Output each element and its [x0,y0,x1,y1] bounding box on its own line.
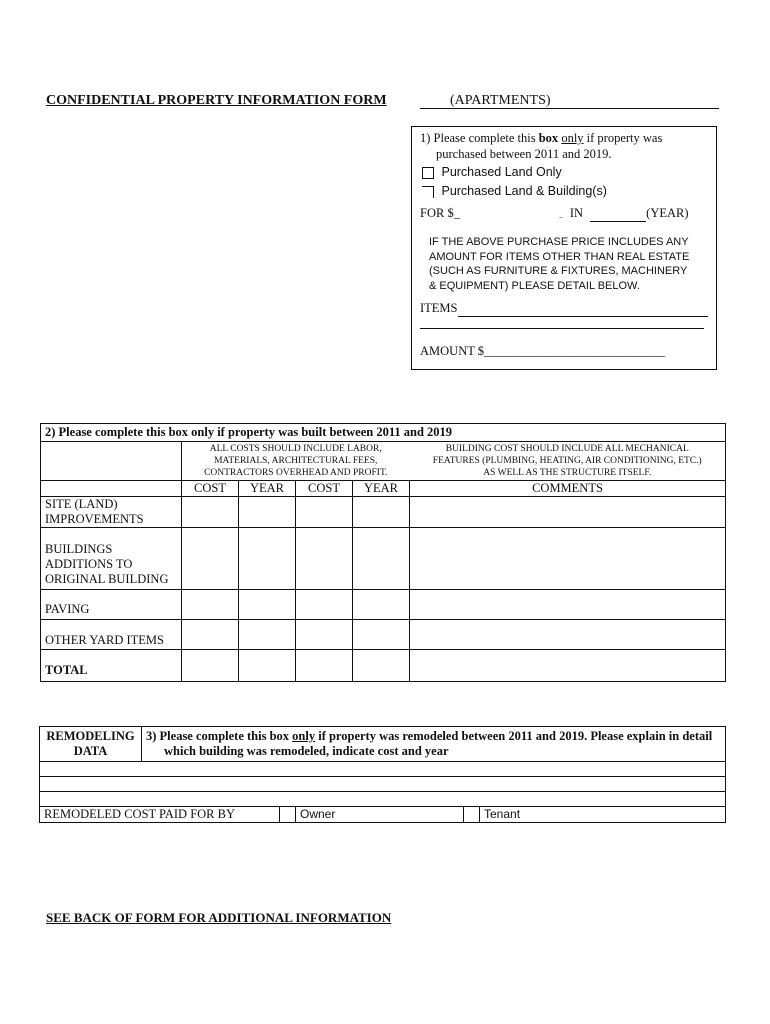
for-label: FOR $_ [420,206,460,220]
buildings-cost-1[interactable] [182,528,239,590]
option-land-building-label: Purchased Land & Building(s) [441,184,607,198]
owner-label: Owner [296,807,464,823]
buildings-comments[interactable] [410,528,726,590]
site-cost-1[interactable] [182,497,239,528]
amount-row[interactable]: AMOUNT $_____________________________ [420,344,666,358]
caps-line-2: AMOUNT FOR ITEMS OTHER THAN REAL ESTATE [429,250,690,263]
purchase-intro-line2: purchased between 2011 and 2019. [436,147,612,161]
paving-comments[interactable] [410,590,726,620]
building-note-line2: FEATURES (PLUMBING, HEATING, AIR CONDITIONING, ETC.) [432,456,702,466]
column-header-blank [41,481,182,497]
instr-part-b: if property was remodeled between 2011 and 2019. Please explain in detail [315,729,713,743]
paving-year-2[interactable] [353,590,410,620]
building-note-line1: BUILDING COST SHOULD INCLUDE ALL MECHANICAL [445,444,689,454]
building-note-line3: AS WELL AS THE STRUCTURE ITSELF. [483,468,652,478]
year-label: (YEAR) [646,206,689,220]
total-year-2[interactable] [353,650,410,682]
paving-cost-2[interactable] [296,590,353,620]
total-year-1[interactable] [239,650,296,682]
tenant-checkbox[interactable] [464,807,480,823]
remodeling-data-label [40,727,142,762]
caps-line-3: (SUCH AS FURNITURE & FIXTURES, MACHINERY [429,265,688,277]
buildings-year-2[interactable] [353,528,410,590]
remodeling-table [39,726,726,823]
yard-comments[interactable] [410,620,726,650]
caps-line-1: IF THE ABOVE PURCHASE PRICE INCLUDES ANY [429,236,689,248]
caps-line-4: & EQUIPMENT) PLEASE DETAIL BELOW. [429,279,640,292]
notes-blank-cell [41,442,182,481]
yard-cost-2[interactable] [296,620,353,650]
for-amount-row [420,205,689,223]
tenant-label: Tenant [480,807,726,823]
title-underline [420,108,719,109]
col-year-2: YEAR [353,481,410,497]
land-only-checkbox[interactable] [422,167,434,179]
construction-cost-table [40,423,726,682]
table-row [41,590,726,620]
remodeling-detail-line-3[interactable] [40,792,726,807]
table-row [41,497,726,528]
table-row [41,528,726,590]
col-cost-2: COST [296,481,353,497]
intro-prefix: 1) Please complete this [420,131,539,145]
intro-only-word: only [561,131,584,145]
col-cost-1: COST [182,481,239,497]
site-year-2[interactable] [353,497,410,528]
building-note [410,442,726,481]
remodeling-detail-line-1[interactable] [40,762,726,777]
form-title: CONFIDENTIAL PROPERTY INFORMATION FORM [46,93,387,108]
paving-year-1[interactable] [239,590,296,620]
intro-suffix: if property was [583,131,663,145]
remodeling-instr-line1 [146,729,721,744]
paid-by-label: REMODELED COST PAID FOR BY [40,807,280,823]
remodeling-instructions [142,727,726,762]
row-label-paving: PAVING [41,590,182,620]
site-year-1[interactable] [239,497,296,528]
table-row [41,620,726,650]
row-label-site [41,497,182,528]
site-comments[interactable] [410,497,726,528]
option-land-only[interactable] [422,165,562,179]
instr-only-word: only [292,729,316,743]
remodeling-label-line1: REMODELING [46,729,135,743]
cost-note-line3: CONTRACTORS OVERHEAD AND PROFIT. [204,468,388,478]
row-buildings-line1: BUILDINGS [45,542,113,556]
year-field[interactable] [590,205,646,222]
option-land-building[interactable] [422,184,607,198]
row-site-line1: SITE (LAND) [45,497,118,511]
cost-note-line2: MATERIALS, ARCHITECTURAL FEES, [214,456,378,466]
land-building-checkbox[interactable] [422,186,434,198]
total-cost-1[interactable] [182,650,239,682]
cost-note-line1: ALL COSTS SHOULD INCLUDE LABOR, [209,444,382,454]
form-subtitle: (APARTMENTS) [450,93,551,108]
see-back-note: SEE BACK OF FORM FOR ADDITIONAL INFORMATION [46,910,392,925]
col-comments: COMMENTS [410,481,726,497]
buildings-cost-2[interactable] [296,528,353,590]
items-extra-line[interactable] [420,328,704,329]
construction-heading: 2) Please complete this box only if property was built between 2011 and 2019 [41,424,726,442]
col-year-1: YEAR [239,481,296,497]
purchase-info-box [411,126,717,370]
site-cost-2[interactable] [296,497,353,528]
row-buildings-line3: ORIGINAL BUILDING [45,572,169,586]
table-row [41,650,726,682]
row-site-line2: IMPROVEMENTS [45,512,144,526]
row-label-other-yard: OTHER YARD ITEMS [41,620,182,650]
cost-note [182,442,410,481]
paving-cost-1[interactable] [182,590,239,620]
intro-box-word: box [538,131,559,145]
instr-part-a: 3) Please complete this box [146,729,293,743]
items-field[interactable] [458,300,708,317]
items-label: ITEMS [420,301,458,315]
yard-year-2[interactable] [353,620,410,650]
remodeling-detail-line-2[interactable] [40,777,726,792]
total-cost-2[interactable] [296,650,353,682]
row-buildings-line2: ADDITIONS TO [45,557,133,571]
remodeling-instr-line2: which building was remodeled, indicate cost and year [164,744,449,758]
buildings-year-1[interactable] [239,528,296,590]
row-label-total: TOTAL [41,650,182,682]
purchase-intro-line1 [420,130,662,146]
for-dot: _ [559,211,563,219]
yard-year-1[interactable] [239,620,296,650]
in-label: IN [569,206,584,220]
option-land-only-label: Purchased Land Only [441,165,562,179]
remodeling-label-line2: DATA [73,744,108,758]
yard-cost-1[interactable] [182,620,239,650]
total-comments[interactable] [410,650,726,682]
row-label-buildings [41,528,182,590]
purchase-detail-note [429,235,689,293]
owner-checkbox[interactable] [280,807,296,823]
items-row [420,300,708,317]
